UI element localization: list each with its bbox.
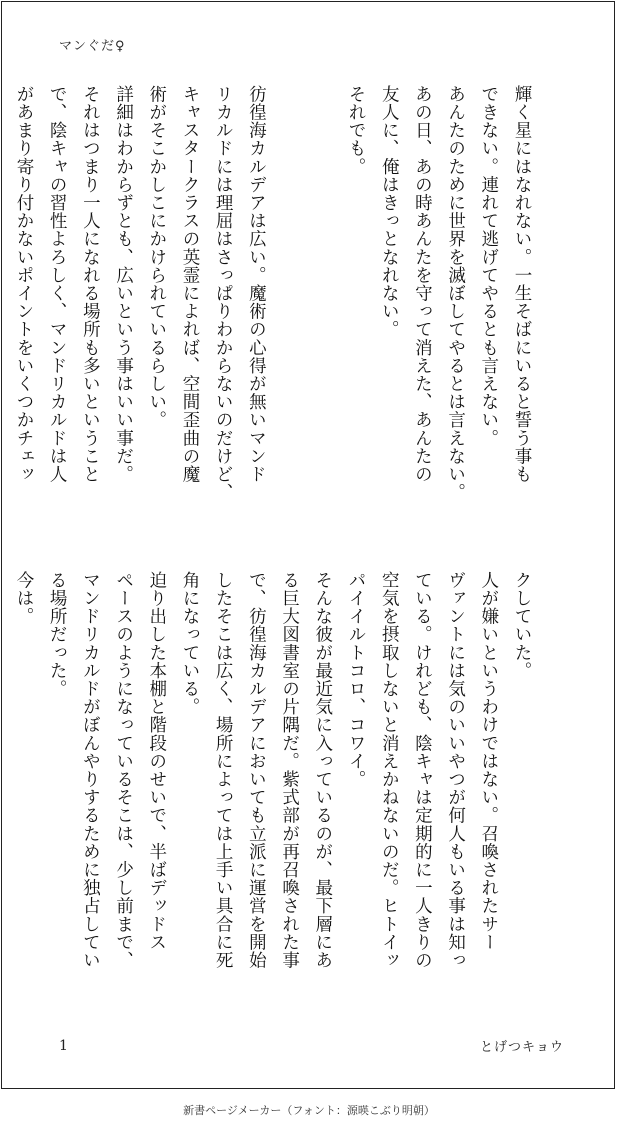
text-column-top: 輝く星にはなれない。一生そばにいると誓う事も できない。連れて逃げてやるとも言えない。 あんたのために世界を滅ぼしてやるとは言えない。 あの日、あの時あんたを守って消えた、あんたの 友人に、俺はきっとなれない。 それでも。 彷徨海カルデアは広い。魔術の心得が無いマンド リカルドには理屈はさっぱりわからないのだけど、 キャスタークラスの英霊によれば、空間歪曲の魔 術がそこかしこにかけられているらしい。 詳細はわからずとも、広いという事はいい事だ。 それはつまり一人になれる場所も多いということ で、陰キャの習性よろしく、マンドリカルドは人 があまり寄り付かないポイントをいくつかチェッ	[13, 85, 532, 502]
page-number: 1	[59, 1038, 68, 1054]
book-page	[1, 1, 615, 1089]
author-name: とげつキョウ	[480, 1040, 565, 1055]
maker-credit: 新書ページメーカー（フォント：源暎こぶり明朝）	[183, 1104, 435, 1117]
running-title: マンぐだ♀	[59, 39, 126, 54]
text-column-bottom: クしていた。 人が嫌いというわけではない。召喚されたサー ヴァントには気のいいやつが何人もいる事は知っ ている。けれども、陰キャは定期的に一人きりの 空気を摂取しないと消えかねないのだ。ヒトイッ パイイルトコロ、コワイ。 そんな彼が最近気に入っているのが、最下層にあ る巨大図書室の片隅だ。紫式部が再召喚された事 で、彷徨海カルデアにおいても立派に運営を開始 したそこは広く、場所によっては上手い具合に死 角になっている。 迫り出した本棚と階段のせいで、半ばデッドス ペースのようになっているそこは、少し前まで、 マンドリカルドがぼんやりするために独占してい る場所だった。 今は。	[13, 571, 532, 970]
